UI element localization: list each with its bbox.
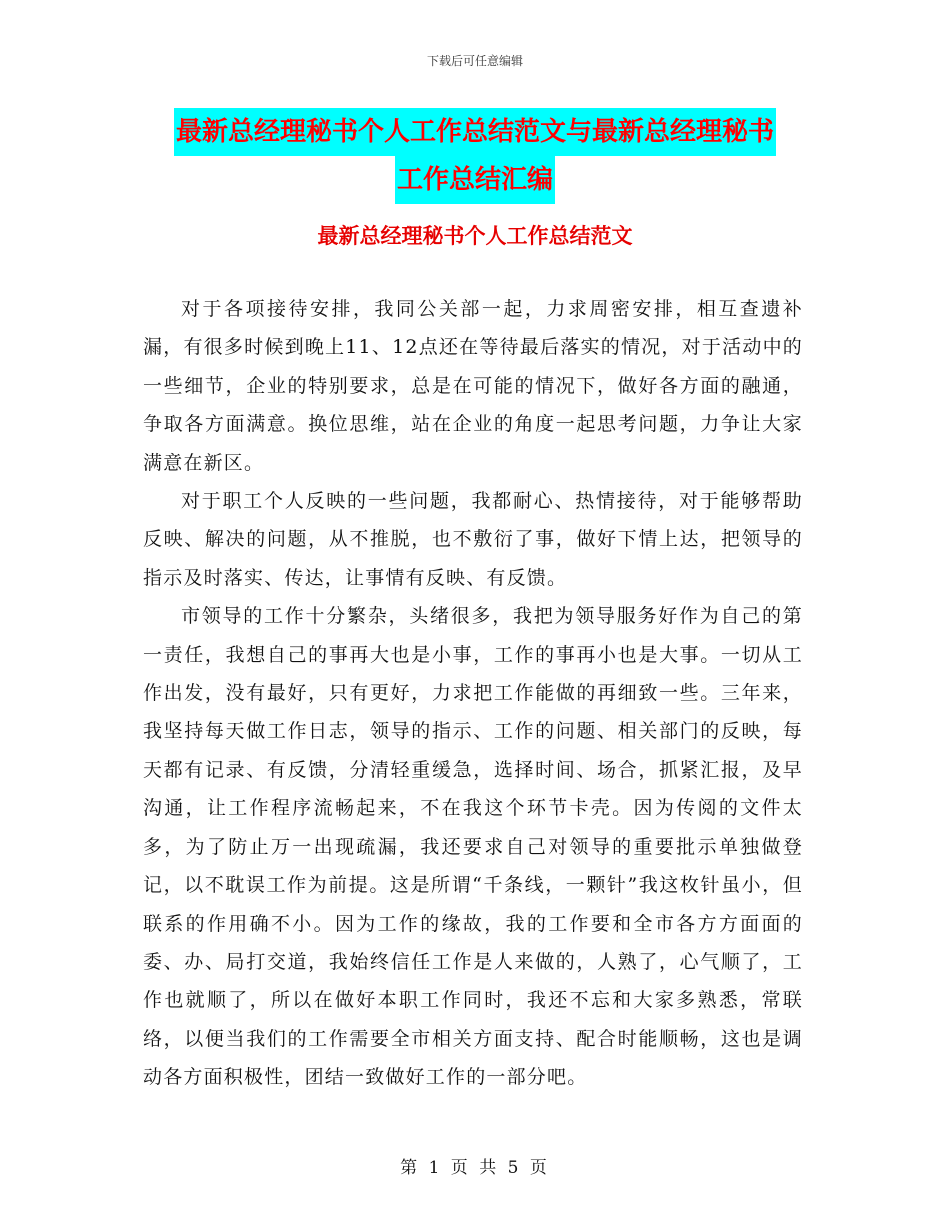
body-text bbox=[143, 290, 803, 1097]
paragraph-2: 对于职工个人反映的一些问题，我都耐心、热情接待，对于能够帮助反映、解决的问题，从不推脱，也不敷衍了事，做好下情上达，把领导的指示及时落实、传达，让事情有反映、有反馈。 bbox=[143, 490, 803, 589]
document-title bbox=[0, 108, 950, 204]
title-line-2: 工作总结汇编 bbox=[395, 156, 555, 204]
title-line-1: 最新总经理秘书个人工作总结范文与最新总经理秘书 bbox=[174, 108, 776, 156]
paragraph-1: 对于各项接待安排，我同公关部一起，力求周密安排，相互查遗补漏，有很多时候到晚上11、12点还在等待最后落实的情况，对于活动中的一些细节，企业的特别要求，总是在可能的情况下，做好各方面的融通，争取各方面满意。换位思维，站在企业的角度一起思考问题，力争让大家满意在新区。 bbox=[143, 298, 803, 474]
section-heading: 最新总经理秘书个人工作总结范文 bbox=[317, 224, 633, 248]
page-footer: 第 1 页 共 5 页 bbox=[400, 1158, 550, 1178]
paragraph-3: 市领导的工作十分繁杂，头绪很多，我把为领导服务好作为自己的第一责任，我想自己的事再大也是小事，工作的事再小也是大事。一切从工作出发，没有最好，只有更好，力求把工作能做的再细致一些。三年来，我坚持每天做工作日志，领导的指示、工作的问题、相关部门的反映，每天都有记录、有反馈，分清轻重缓急，选择时间、场合，抓紧汇报，及早沟通，让工作程序流畅起来，不在我这个环节卡壳。因为传阅的文件太多，为了防止万一出现疏漏，我还要求自己对领导的重要批示单独做登记，以不耽误工作为前提。这是所谓“千条线，一颗针”我这枚针虽小，但联系的作用确不小。因为工作的缘故，我的工作要和全市各方方面面的委、办、局打交道，我始终信任工作是人来做的，人熟了，心气顺了，工作也就顺了，所以在做好本职工作同时，我还不忘和大家多熟悉，常联络，以便当我们的工作需要全市相关方面支持、配合时能顺畅，这也是调动各方面积极性，团结一致做好工作的一部分吧。 bbox=[143, 605, 803, 1089]
header-note: 下载后可任意编辑 bbox=[426, 54, 523, 68]
